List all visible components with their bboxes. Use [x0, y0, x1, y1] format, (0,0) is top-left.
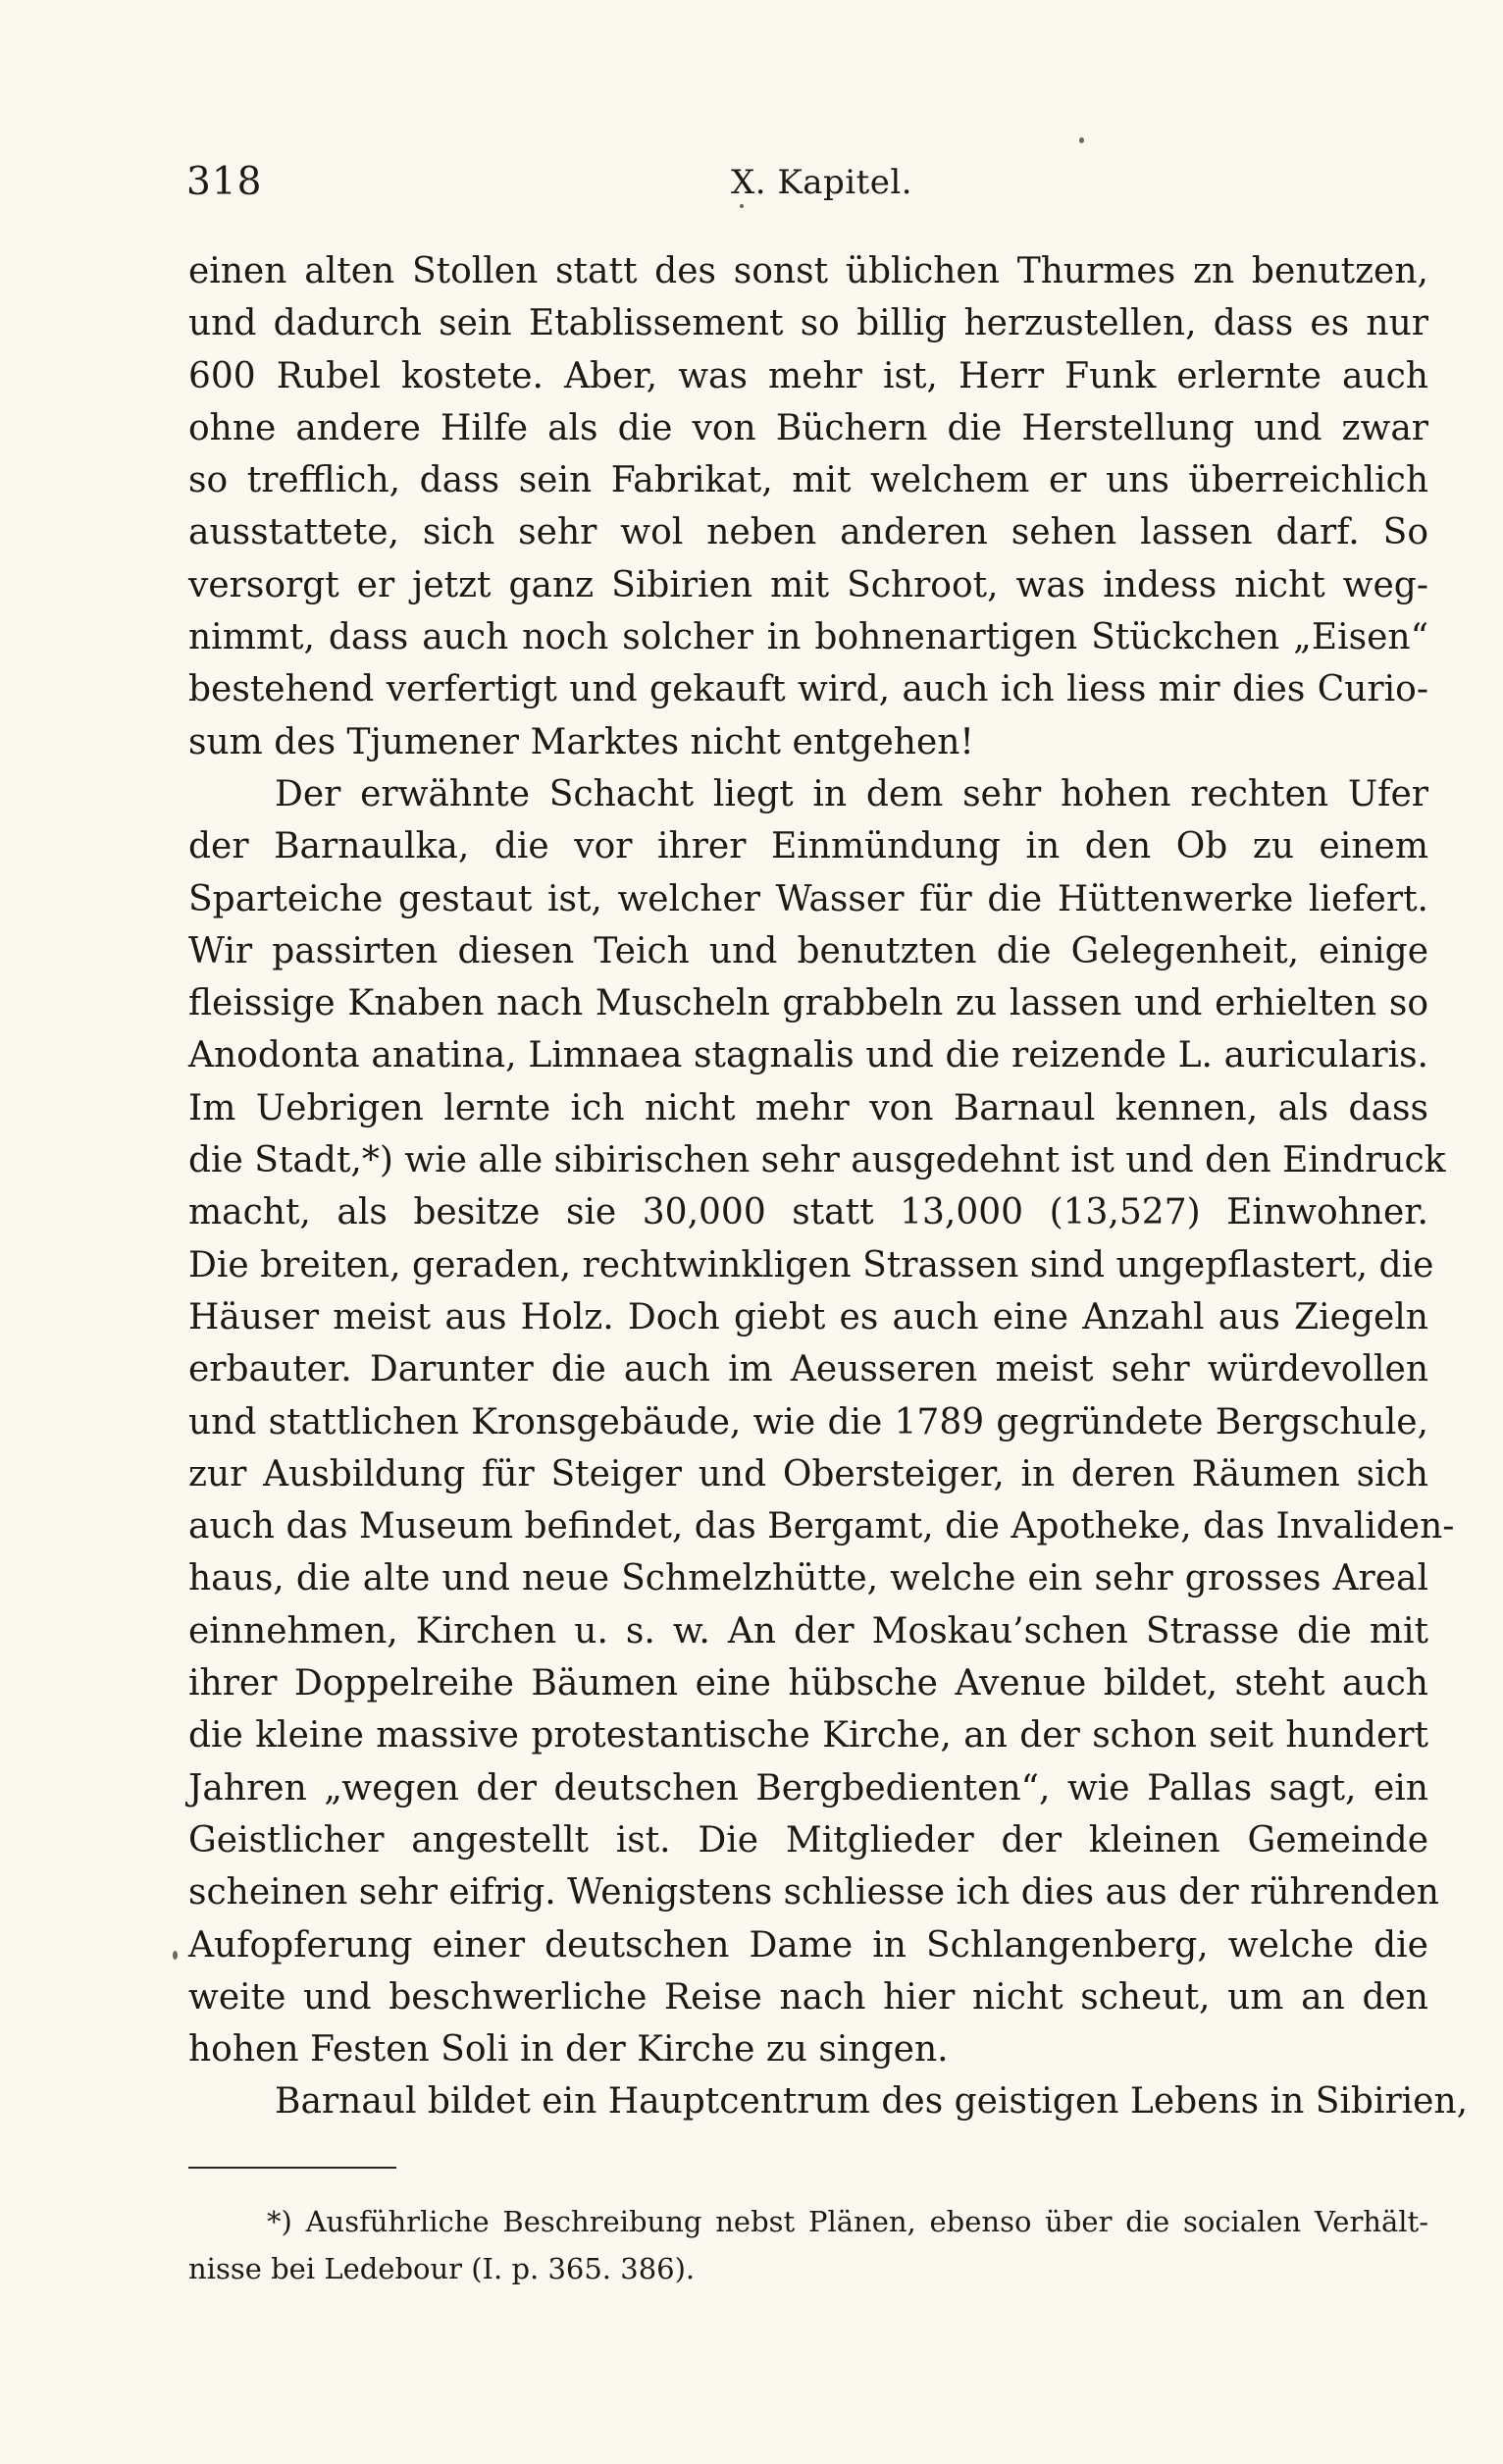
- text-line: die kleine massive protestantische Kirche, an der schon seit hundert: [188, 1715, 1428, 1756]
- footnote-line: nisse bei Ledebour (I. p. 365. 386).: [188, 2252, 696, 2285]
- text-line: Anodonta anatina, Limnaea stagnalis und die reizende L. auricularis.: [188, 1035, 1428, 1076]
- text-line: die Stadt,*) wie alle sibirischen sehr ausgedehnt ist und den Eindruck: [188, 1140, 1446, 1181]
- text-line: haus, die alte und neue Schmelzhütte, welche ein sehr grosses Areal: [188, 1558, 1428, 1599]
- text-line: der Barnaulka, die vor ihrer Einmündung in den Ob zu einem: [188, 826, 1428, 867]
- text-line: Aufopferung einer deutschen Dame in Schlangenberg, welche die: [188, 1924, 1428, 1966]
- text-line: so trefflich, dass sein Fabrikat, mit welchem er uns überreichlich: [188, 460, 1428, 501]
- running-head: X. Kapitel.: [731, 163, 913, 202]
- text-line: Sparteiche gestaut ist, welcher Wasser für die Hüttenwerke liefert.: [188, 878, 1428, 919]
- paper-speck: [173, 1951, 178, 1960]
- text-line: und dadurch sein Etablissement so billig herzustellen, dass es nur: [188, 303, 1428, 344]
- text-line: erbauter. Darunter die auch im Aeusseren meist sehr würdevollen: [188, 1349, 1428, 1390]
- text-line: einen alten Stollen statt des sonst üblichen Thurmes zn benutzen,: [188, 251, 1428, 291]
- footnote: [188, 2198, 1428, 2292]
- text-line: einnehmen, Kirchen u. s. w. An der Moskau’schen Strasse die mit: [188, 1610, 1428, 1651]
- text-line: Geistlicher angestellt ist. Die Mitglieder der kleinen Gemeinde: [188, 1819, 1428, 1861]
- text-line: ihrer Doppelreihe Bäumen eine hübsche Avenue bildet, steht auch: [188, 1663, 1428, 1704]
- paper-speck: [1079, 137, 1084, 143]
- paragraph-first-line: Der erwähnte Schacht liegt in dem sehr hohen rechten Ufer: [275, 773, 1428, 814]
- text-line: auch das Museum befindet, das Bergamt, die Apotheke, das Invaliden-: [188, 1506, 1455, 1547]
- text-line: Die breiten, geraden, rechtwinkligen Strassen sind ungepflastert, die: [188, 1244, 1434, 1285]
- paragraph-first-line: Barnaul bildet ein Hauptcentrum des geistigen Lebens in Sibirien,: [275, 2081, 1469, 2123]
- text-line: versorgt er jetzt ganz Sibirien mit Schroot, was indess nicht weg-: [188, 564, 1428, 605]
- text-line: fleissige Knaben nach Muscheln grabbeln zu lassen und erhielten so: [188, 983, 1428, 1024]
- text-line: bestehend verfertigt und gekauft wird, auch ich liess mir dies Curio-: [188, 669, 1428, 710]
- text-line: zur Ausbildung für Steiger und Obersteiger, in deren Räumen sich: [188, 1453, 1428, 1494]
- page-number: 318: [186, 160, 263, 204]
- text-line: ohne andere Hilfe als die von Büchern die Herstellung und zwar: [188, 407, 1428, 448]
- text-line: weite und beschwerliche Reise nach hier nicht scheut, um an den: [188, 1976, 1428, 2018]
- footnote-line: *) Ausführliche Beschreibung nebst Plänen, ebenso über die socialen Verhält-: [267, 2205, 1428, 2238]
- text-line: Häuser meist aus Holz. Doch giebt es auch eine Anzahl aus Ziegeln: [188, 1296, 1428, 1337]
- text-line: nimmt, dass auch noch solcher in bohnenartigen Stückchen „Eisen“: [188, 617, 1428, 658]
- text-line: Jahren „wegen der deutschen Bergbedienten“, wie Pallas sagt, ein: [188, 1767, 1428, 1809]
- text-line: sum des Tjumener Marktes nicht entgehen!: [188, 721, 974, 762]
- paper-speck: [740, 204, 744, 208]
- body-text: [188, 245, 1469, 2128]
- footnote-rule: [188, 2167, 396, 2169]
- text-line: und stattlichen Kronsgebäude, wie die 1789 gegründete Bergschule,: [188, 1401, 1428, 1442]
- text-line: Wir passirten diesen Teich und benutzten die Gelegenheit, einige: [188, 930, 1428, 971]
- text-line: scheinen sehr eifrig. Wenigstens schliesse ich dies aus der rührenden: [188, 1872, 1439, 1914]
- text-line: macht, als besitze sie 30,000 statt 13,000 (13,527) Einwohner.: [188, 1192, 1428, 1233]
- text-line: Im Uebrigen lernte ich nicht mehr von Barnaul kennen, als dass: [188, 1087, 1428, 1128]
- text-line: ausstattete, sich sehr wol neben anderen sehen lassen darf. So: [188, 512, 1428, 553]
- text-line: 600 Rubel kostete. Aber, was mehr ist, Herr Funk erlernte auch: [188, 355, 1428, 396]
- text-line: hohen Festen Soli in der Kirche zu singen.: [188, 2029, 949, 2071]
